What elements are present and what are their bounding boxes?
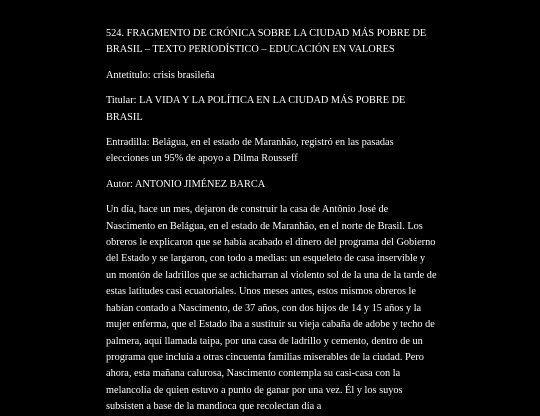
document-page (106, 26, 438, 416)
document-heading: 524. FRAGMENTO DE CRÓNICA SOBRE LA CIUDAD MÁS POBRE DE BRASIL – TEXTO PERIODÍSTICO – EDUCACIÓN EN VALORES (106, 28, 427, 56)
antetitulo-line: Antetítulo: crisis brasileña (106, 69, 215, 81)
entradilla-line: Entradilla: Belágua, en el estado de Maranhão, registró en las pasadas elecciones un 95% de apoyo a Dilma Rousseff (106, 137, 394, 165)
article-body: Un día, hace un mes, dejaron de construir la casa de Antônio José de Nascimento en Belágua, en el estado de Maranhão, en el norte de Brasil. Los obreros le explicaron que se había acabado el dinero del programa del Gobierno del Estado y se largaron, con todo a medias: un esqueleto de casa inservible y un montón de ladrillos que se achicharran al violento sol de la una de la tarde de estas latitudes casi ecuatoriales. Unos meses antes, estos mismos obreros le habían contado a Nascimento, de 37 años, con dos hijos de 14 y 15 años y la mujer enferma, que el Estado iba a sustituir su vieja cabaña de adobe y techo de palmera, aquí llamada taipa, por una casa de ladrillo y cemento, dentro de un programa que incluía a otras cincuenta familias miserables de la ciudad. Pero ahora, esta mañana calurosa, Nascimento contempla su casi-casa con la melancolía de quien estuvo a punto de ganar por una vez. Él y los suyos subsisten a base de la mandioca que recolectan día a (106, 204, 437, 413)
titular-line: Titular: LA VIDA Y LA POLÍTICA EN LA CIUDAD MÁS POBRE DE BRASIL (106, 95, 406, 123)
autor-line: Autor: ANTONIO JIMÉNEZ BARCA (106, 178, 266, 190)
